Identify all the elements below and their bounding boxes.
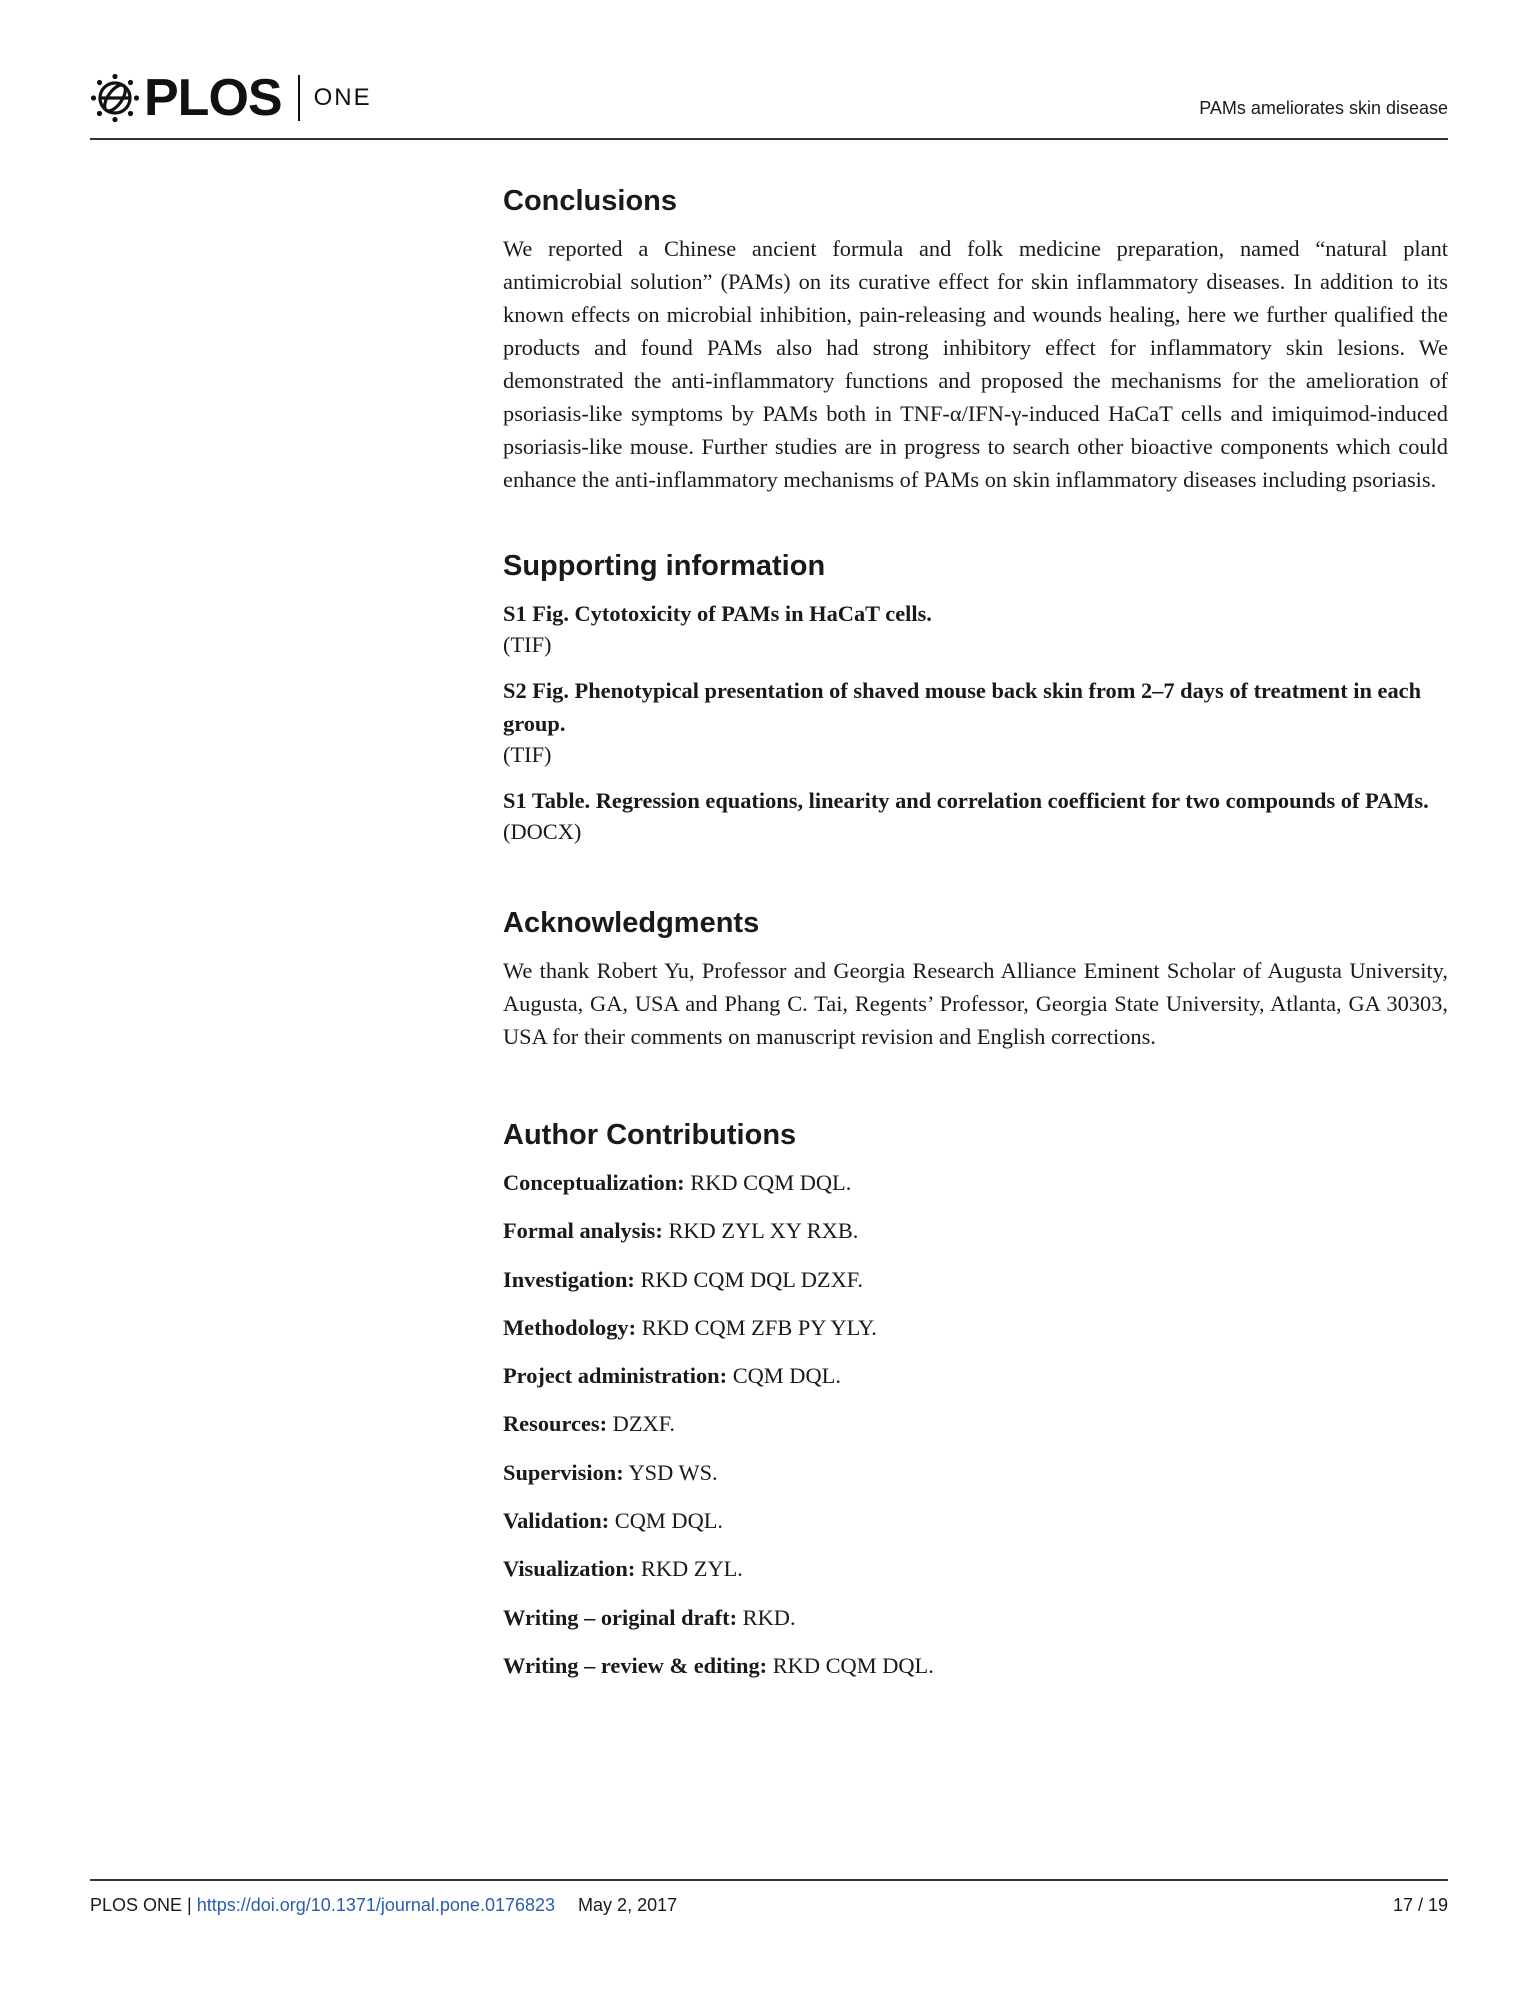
- main-column: [503, 185, 1448, 1699]
- footer-journal: PLOS ONE |: [90, 1895, 192, 1915]
- contribution-names: RKD CQM ZFB PY YLY.: [641, 1314, 877, 1340]
- contribution-names: CQM DQL.: [614, 1508, 724, 1534]
- list-item: [503, 1506, 1448, 1536]
- contribution-names: RKD ZYL XY RXB.: [668, 1218, 859, 1244]
- list-item: [503, 1554, 1448, 1584]
- doi-link[interactable]: https://doi.org/10.1371/journal.pone.0176823: [196, 1895, 556, 1915]
- contribution-names: DZXF.: [612, 1411, 675, 1437]
- page-number: 17 / 19: [1392, 1895, 1448, 1915]
- supporting-item-title[interactable]: S1 Fig. Cytotoxicity of PAMs in HaCaT cells.: [503, 601, 932, 626]
- plos-one-logo[interactable]: [90, 70, 372, 126]
- contribution-role: Visualization:: [503, 1556, 636, 1582]
- acknowledgments-section: [503, 907, 1448, 1053]
- supporting-information-heading: Supporting information: [503, 550, 826, 582]
- conclusions-section: [503, 185, 1448, 496]
- supporting-item[interactable]: [503, 784, 1448, 847]
- logo-suffix: ONE: [313, 84, 372, 111]
- list-item: [503, 1265, 1448, 1295]
- contribution-role: Methodology:: [503, 1314, 637, 1340]
- plos-logo-icon: [90, 73, 140, 123]
- author-contributions-heading: Author Contributions: [503, 1119, 797, 1151]
- logo-wordmark: PLOS: [144, 69, 282, 127]
- contribution-role: Conceptualization:: [503, 1170, 685, 1195]
- acknowledgments-heading: Acknowledgments: [503, 907, 760, 939]
- list-item: [503, 1168, 1448, 1198]
- contribution-role: Resources:: [503, 1411, 608, 1437]
- conclusions-paragraph: We reported a Chinese ancient formula and folk medicine preparation, named “natural plant antimicrobial solution” (PAMs) on its curative effect for skin inflammatory diseases. In addition to its known effects on microbial inhibition, pain-releasing and wounds healing, here we further qualified the products and found PAMs also had strong inhibitory effect for inflammatory skin lesions. We demonstrated the anti-inflammatory functions and proposed the mechanisms for the amelioration of psoriasis-like symptoms by PAMs both in TNF-α/IFN-γ-induced HaCaT cells and imiquimod-induced psoriasis-like mouse. Further studies are in progress to search other bioactive components which could enhance the anti-inflammatory mechanisms of PAMs on skin inflammatory diseases including psoriasis.: [503, 236, 1448, 492]
- contribution-names: YSD WS.: [628, 1459, 718, 1485]
- supporting-item-filetype: (TIF): [503, 632, 552, 657]
- contribution-role: Project administration:: [503, 1363, 728, 1389]
- publication-date: May 2, 2017: [578, 1895, 678, 1915]
- supporting-information-section: [503, 550, 1448, 847]
- list-item: [503, 1216, 1448, 1246]
- supporting-item-title[interactable]: S1 Table. Regression equations, linearity and correlation coefficient for two compounds of PAMs.: [503, 788, 1429, 813]
- supporting-item-title[interactable]: S2 Fig. Phenotypical presentation of shaved mouse back skin from 2–7 days of treatment in each group.: [503, 678, 1422, 736]
- contribution-names: RKD CQM DQL DZXF.: [640, 1266, 864, 1292]
- contribution-names: RKD CQM DQL.: [690, 1170, 852, 1195]
- contribution-role: Writing – original draft:: [503, 1604, 738, 1630]
- supporting-item[interactable]: [503, 674, 1448, 770]
- page-footer: [90, 1879, 1448, 1916]
- page-header: [90, 62, 1448, 140]
- contribution-role: Supervision:: [503, 1459, 624, 1485]
- contribution-role: Investigation:: [503, 1266, 635, 1292]
- contribution-names: RKD.: [742, 1604, 796, 1630]
- list-item: [503, 1603, 1448, 1633]
- contribution-role: Formal analysis:: [503, 1218, 663, 1244]
- contribution-role: Validation:: [503, 1508, 610, 1534]
- contribution-role: Writing – review & editing:: [503, 1652, 768, 1678]
- author-contributions-section: [503, 1119, 1448, 1681]
- running-title: PAMs ameliorates skin disease: [1199, 98, 1448, 118]
- supporting-item-filetype: (TIF): [503, 742, 552, 767]
- list-item: [503, 1458, 1448, 1488]
- conclusions-heading: Conclusions: [503, 185, 678, 217]
- supporting-item-filetype: (DOCX): [503, 819, 582, 844]
- contribution-names: RKD CQM DQL.: [772, 1652, 934, 1678]
- logo-divider: [298, 75, 300, 121]
- list-item: [503, 1651, 1448, 1681]
- supporting-item[interactable]: [503, 597, 1448, 660]
- list-item: [503, 1313, 1448, 1343]
- list-item: [503, 1361, 1448, 1391]
- contributions-list: [503, 1168, 1448, 1681]
- acknowledgments-paragraph: We thank Robert Yu, Professor and Georgia Research Alliance Eminent Scholar of Augusta University, Augusta, GA, USA and Phang C. Tai, Regents’ Professor, Georgia State University, Atlanta, GA 30303, USA for their comments on manuscript revision and English corrections.: [503, 958, 1448, 1049]
- contribution-names: CQM DQL.: [732, 1363, 841, 1389]
- contribution-names: RKD ZYL.: [640, 1556, 743, 1582]
- list-item: [503, 1409, 1448, 1439]
